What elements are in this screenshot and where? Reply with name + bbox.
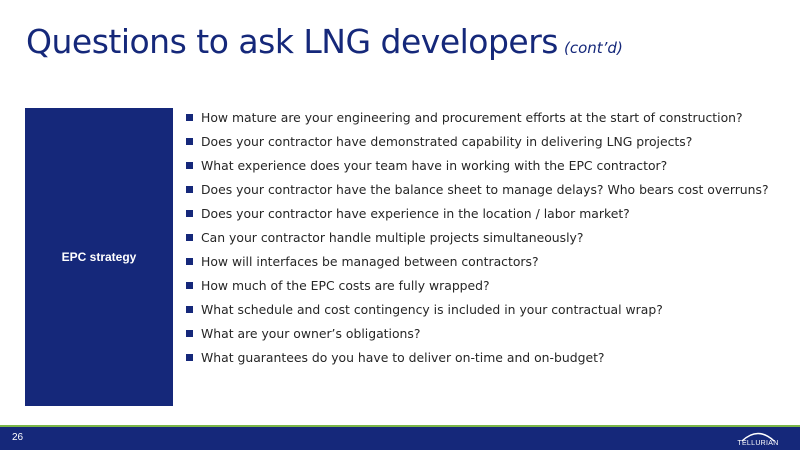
question-text: What experience does your team have in working with the EPC contractor?: [201, 158, 668, 173]
question-text: Does your contractor have the balance sheet to manage delays? Who bears cost overruns?: [201, 182, 769, 197]
list-item: [186, 206, 776, 221]
square-bullet-icon: [186, 258, 193, 265]
slide-title-main: Questions to ask LNG developers: [26, 22, 558, 61]
list-item: [186, 254, 776, 269]
list-item: [186, 350, 776, 365]
question-text: How mature are your engineering and procurement efforts at the start of construction?: [201, 110, 743, 125]
slide-title: [26, 22, 623, 61]
footer-bar: [0, 425, 800, 450]
list-item: [186, 182, 776, 197]
question-text: What guarantees do you have to deliver on-time and on-budget?: [201, 350, 605, 365]
square-bullet-icon: [186, 186, 193, 193]
square-bullet-icon: [186, 330, 193, 337]
question-text: What are your owner’s obligations?: [201, 326, 421, 341]
question-text: What schedule and cost contingency is included in your contractual wrap?: [201, 302, 663, 317]
list-item: [186, 302, 776, 317]
list-item: [186, 110, 776, 125]
square-bullet-icon: [186, 210, 193, 217]
page-number: 26: [12, 432, 24, 443]
list-item: [186, 134, 776, 149]
question-text: Can your contractor handle multiple projects simultaneously?: [201, 230, 584, 245]
list-item: [186, 278, 776, 293]
square-bullet-icon: [186, 354, 193, 361]
square-bullet-icon: [186, 306, 193, 313]
square-bullet-icon: [186, 162, 193, 169]
question-text: Does your contractor have experience in the location / labor market?: [201, 206, 630, 221]
list-item: [186, 230, 776, 245]
question-list: [186, 110, 776, 374]
square-bullet-icon: [186, 234, 193, 241]
question-text: How much of the EPC costs are fully wrapped?: [201, 278, 490, 293]
square-bullet-icon: [186, 282, 193, 289]
square-bullet-icon: [186, 114, 193, 121]
question-text: How will interfaces be managed between contractors?: [201, 254, 539, 269]
question-text: Does your contractor have demonstrated capability in delivering LNG projects?: [201, 134, 693, 149]
slide-title-sub: (cont’d): [564, 39, 623, 57]
logo-text: TELLURIAN: [737, 440, 779, 447]
category-label: EPC strategy: [61, 250, 137, 264]
category-box: [25, 108, 173, 406]
tellurian-logo: [732, 430, 784, 448]
list-item: [186, 158, 776, 173]
list-item: [186, 326, 776, 341]
square-bullet-icon: [186, 138, 193, 145]
